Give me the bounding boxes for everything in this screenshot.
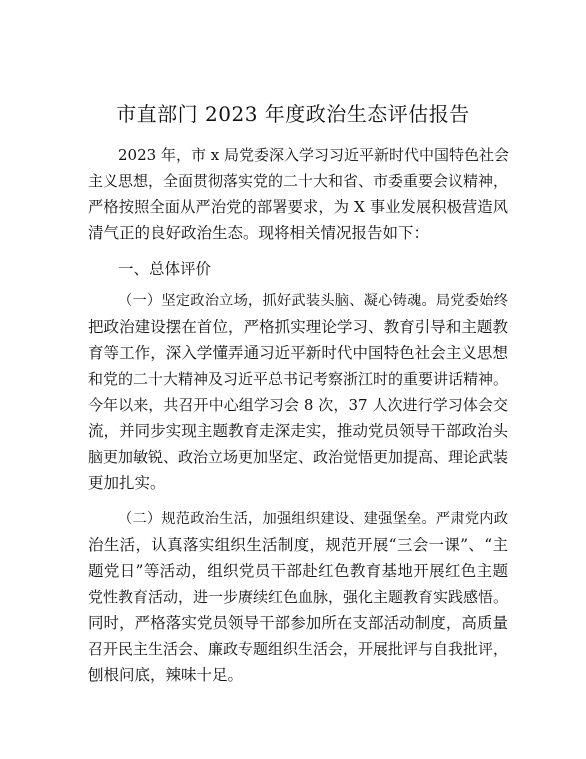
- para1-line-2: 把政治建设摆在首位，严格抓实理论学习、教育引导和主题教: [88, 318, 508, 336]
- para1-line-4: 和党的二十大精神及习近平总书记考察浙江时的重要讲话精神。: [88, 370, 509, 388]
- para2-line-1: （二）规范政治生活，加强组织建设、建强堡垒。严肃党内政: [118, 511, 508, 527]
- para2-line-2: 治生活，认真落实组织生活制度，规范开展“三会一课”、“主: [88, 536, 508, 554]
- para2-line-4: 党性教育活动，进一步赓续红色血脉，强化主题教育实践感悟。: [88, 588, 509, 606]
- intro-line-3: 严格按照全面从严治党的部署要求，为 X 事业发展积极营造风: [88, 198, 508, 216]
- para1-line-8: 更加扎实。: [88, 474, 166, 492]
- para1-line-5: 今年以来，共召开中心组学习会 8 次，37 人次进行学习体会交: [88, 396, 508, 414]
- para2-line-3: 题党日”等活动，组织党员干部赴红色教育基地开展红色主题: [88, 562, 508, 580]
- section-heading: 一、总体评价: [118, 260, 212, 278]
- intro-line-2: 主义思想，全面贯彻落实党的二十大和省、市委重要会议精神，: [88, 172, 509, 190]
- para2-line-6: 召开民主生活会、廉政专题组织生活会，开展批评与自我批评，: [88, 640, 509, 658]
- para1-line-7: 脑更加敏锐、政治立场更加坚定、政治觉悟更加提高、理论武装: [88, 448, 509, 466]
- para1-line-1: （一）坚定政治立场，抓好武装头脑、凝心铸魂。局党委始终: [118, 293, 508, 309]
- document-title: 市直部门 2023 年度政治生态评估报告: [116, 102, 470, 126]
- intro-line-1: 2023 年，市 x 局党委深入学习习近平新时代中国特色社会: [118, 146, 509, 164]
- para1-line-3: 育等工作，深入学懂弄通习近平新时代中国特色社会主义思想: [88, 344, 508, 362]
- para2-line-5: 同时，严格落实党员领导干部参加所在支部活动制度，高质量: [88, 614, 508, 632]
- intro-line-4: 清气正的良好政治生态。现将相关情况报告如下：: [88, 224, 430, 242]
- para1-line-6: 流，并同步实现主题教育走深走实，推动党员领导干部政治头: [88, 422, 508, 440]
- para2-line-7: 刨根问底，辣味十足。: [88, 666, 244, 684]
